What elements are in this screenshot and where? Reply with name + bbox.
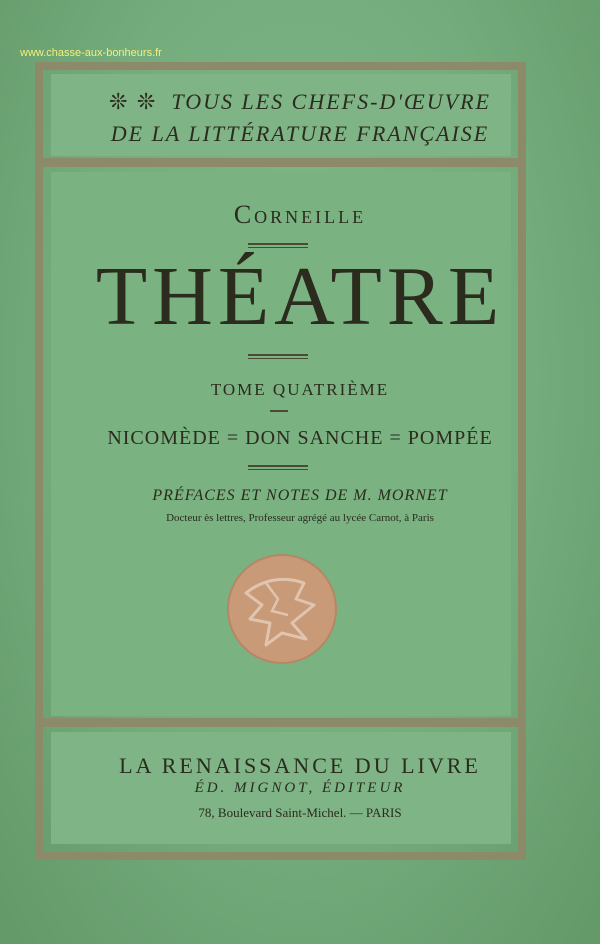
- globe-emblem-icon: [226, 553, 338, 665]
- volume-label: TOME QUATRIÈME: [210, 380, 390, 399]
- frame-band-upper: [43, 158, 518, 167]
- plays-list: NICOMÈDE = DON SANCHE = POMPÉE: [107, 427, 493, 449]
- book-title: THÉATRE: [95, 250, 505, 343]
- author-name: Corneille: [233, 200, 367, 229]
- dash-rule: [270, 410, 288, 412]
- divider-rule: [248, 354, 308, 359]
- divider-rule: [248, 243, 308, 248]
- series-line-2: DE LA LITTÉRATURE FRANÇAISE: [110, 121, 490, 146]
- divider-rule: [248, 465, 308, 470]
- ornament-icon: ❊ ❊: [109, 89, 158, 114]
- editor-line: ÉD. MIGNOT, ÉDITEUR: [194, 780, 406, 796]
- frame-band-lower: [43, 718, 518, 727]
- series-line-1: [0, 89, 600, 115]
- prefaces-line: PRÉFACES ET NOTES DE M. MORNET: [152, 487, 448, 504]
- publisher-name: LA RENAISSANCE DU LIVRE: [119, 753, 481, 778]
- editor-credit: Docteur ès lettres, Professeur agrégé au lycée Carnot, à Paris: [166, 512, 434, 524]
- watermark: www.chasse-aux-bonheurs.fr: [20, 47, 162, 59]
- series-title-1: TOUS LES CHEFS-D'ŒUVRE: [171, 89, 491, 114]
- publisher-address: 78, Boulevard Saint-Michel. — PARIS: [198, 805, 402, 820]
